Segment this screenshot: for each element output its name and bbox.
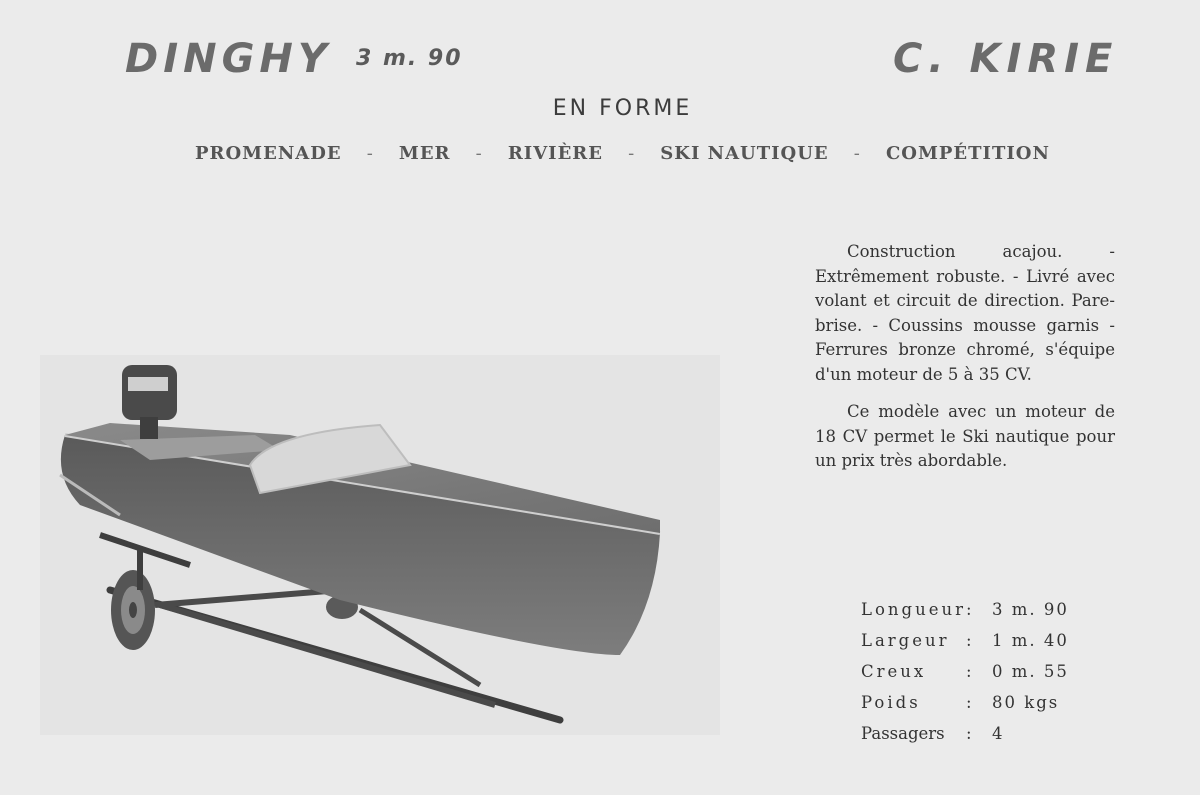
spec-colon: : xyxy=(966,724,972,743)
use-separator: - xyxy=(628,143,636,164)
use-item: SKI NAUTIQUE xyxy=(660,143,829,164)
uses-list xyxy=(195,143,1050,164)
spec-row xyxy=(861,687,1069,718)
description-paragraph: Construction acajou. - Extrêmement robuste. - Livré avec volant et circuit de direction. Pare-brise. - Coussins mousse garnis - Ferrures bronze chromé, s'équipe d'un moteur de 5 à 35 CV. xyxy=(815,242,1115,384)
spec-value: 1 m. 40 xyxy=(992,631,1069,650)
spec-label: Creux xyxy=(861,662,927,681)
spec-label: Passagers xyxy=(861,724,945,743)
model-title: DINGHY xyxy=(125,36,332,82)
use-item: MER xyxy=(398,143,451,164)
use-item: RIVIÈRE xyxy=(507,143,603,164)
spec-value: 4 xyxy=(992,724,1005,743)
boat-on-trailer-photo xyxy=(40,355,720,735)
use-item: COMPÉTITION xyxy=(885,143,1050,164)
spec-label: Longueur xyxy=(861,600,966,619)
subtitle: EN FORME xyxy=(552,96,693,121)
spec-label: Largeur xyxy=(861,631,950,650)
model-size: 3 m. 90 xyxy=(356,46,463,71)
use-separator: - xyxy=(475,143,483,164)
use-item: PROMENADE xyxy=(195,143,342,164)
use-separator: - xyxy=(366,143,374,164)
spec-value: 3 m. 90 xyxy=(992,600,1069,619)
spec-row xyxy=(861,656,1069,687)
spec-value: 80 kgs xyxy=(992,693,1060,712)
spec-colon: : xyxy=(966,693,972,712)
description-paragraph: Ce modèle avec un moteur de 18 CV permet le Ski nautique pour un prix très abordable. xyxy=(815,402,1115,470)
specifications-table xyxy=(861,594,1069,749)
spec-colon: : xyxy=(966,631,972,650)
spec-colon: : xyxy=(966,662,972,681)
spec-colon: : xyxy=(966,600,972,619)
maker-name: C. KIRIE xyxy=(893,36,1119,82)
spec-value: 0 m. 55 xyxy=(992,662,1069,681)
spec-row xyxy=(861,718,1069,749)
spec-label: Poids xyxy=(861,693,921,712)
description xyxy=(815,240,1115,487)
use-separator: - xyxy=(853,143,861,164)
spec-row xyxy=(861,625,1069,656)
spec-row xyxy=(861,594,1069,625)
